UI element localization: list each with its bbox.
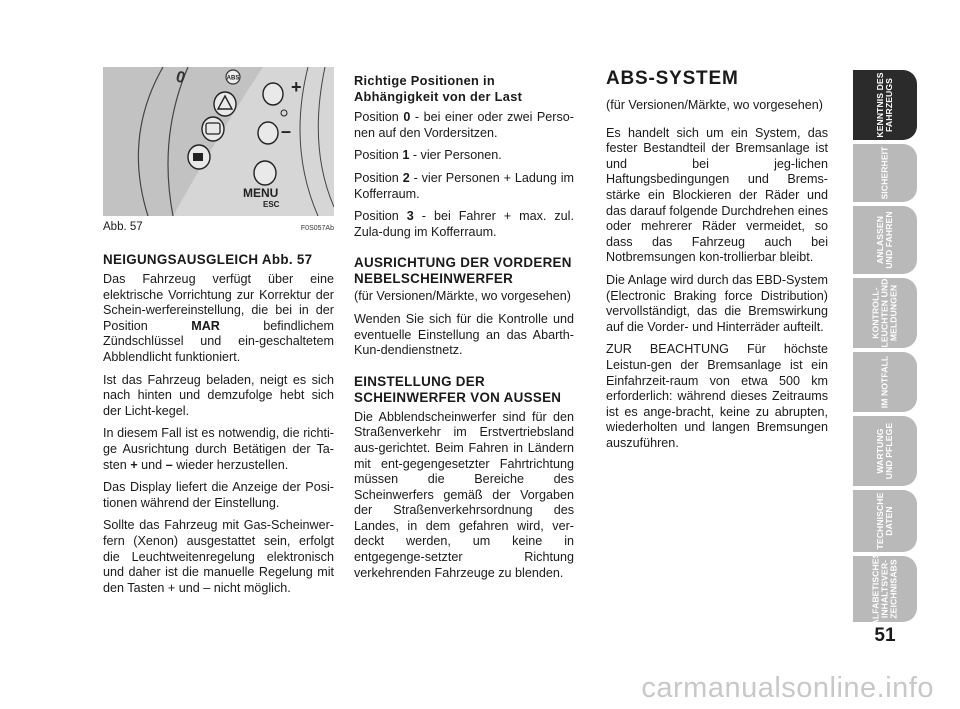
heading-neigungsausgleich: NEIGUNGSAUSGLEICH Abb. 57 xyxy=(103,252,313,267)
heading-nebelscheinwerfer: AUSRICHTUNG DER VORDEREN NEBELSCHEINWERFER xyxy=(354,255,572,287)
abs-subtitle: (für Versionen/Märkte, wo vorgesehen) xyxy=(606,98,823,112)
col1-paragraph-1: Das Fahrzeug verfügt über eine elektrische Vorrichtung zur Korrektur der Schein-werfereinstellung, die bei in der Position MAR befindlichem Zündschlüssel und ein-geschaltetem Abblendlicht funktioniert. xyxy=(103,272,334,364)
position-3: Position 3 - bei Fahrer + max. zul. Zula-dung im Kofferraum. xyxy=(354,209,574,239)
heading-scheinwerfer-aussen: EINSTELLUNG DER SCHEINWERFER VON AUSSEN xyxy=(354,373,562,405)
col2-paragraph-nebel: Wenden Sie sich für die Kontrolle und eventuelle Einstellung an das Abarth-Kun-dendienstnetz. xyxy=(354,311,574,358)
col3-paragraph-1: Es handelt sich um ein System, das fester Bestandteil der Bremsanlage ist und bei jeg-lichen Haftungsbedingungen und Brems-stärke ein Blockieren der Räder und das darauf folgende Durchdrehen eines oder mehrerer Räder vermeidet, so dass das Fahrzeug auch bei Notbremsungen kon-trollierbar bleibt. xyxy=(606,125,828,265)
esc-label: ESC xyxy=(263,200,280,209)
col2-paragraph-scheinwerfer: Die Abblendscheinwerfer sind für den Straßenverkehr im Erstvertriebsland aus-gerichtet. Beim Fahren in Ländern mit ent-gegengesetzter Fahrtrichtung müssen die Bereiche des Scheinwerfers gemäß der Vorgaben der Straßenverkehrsordnung des Landes, in dem gefahren wird, ver-deckt werden, um keine in entgegenge-setzter Richtung verkehrenden Fahrzeuge zu blenden. xyxy=(354,409,574,580)
page-number: 51 xyxy=(874,625,896,646)
column-1 xyxy=(103,252,334,603)
column-2 xyxy=(354,73,574,588)
figure-caption-label: Abb. 57 xyxy=(103,221,143,233)
position-1: Position 1 - vier Personen. xyxy=(354,148,502,163)
tab-inhaltsverzeichnis[interactable]: ALFABETISCHES INHALTSVER- ZEICHNISABS xyxy=(853,556,917,622)
dashboard-figure xyxy=(103,67,334,216)
col1-paragraph-2: Ist das Fahrzeug beladen, neigt es sich nach hinten und demzufolge hebt sich der Licht-kegel. xyxy=(103,372,334,418)
col3-paragraph-3: ZUR BEACHTUNG Für höchste Leistun-gen der Bremsanlage ist ein Einfahrzeit-raum von etwa 500 km erforderlich: während dieses Zeitraums ist es ange-bracht, keine zu abrupten, wiederholten und langen Bremsungen auszuführen. xyxy=(606,342,828,450)
col1-paragraph-4: Das Display liefert die Anzeige der Posi-tionen während der Einstellung. xyxy=(103,480,334,510)
dashboard-illustration xyxy=(103,67,334,216)
abs-system-title: ABS-SYSTEM xyxy=(606,68,739,89)
figure-code: F0S057Ab xyxy=(300,225,334,232)
tab-sicherheit[interactable]: SICHERHEIT xyxy=(853,144,917,202)
tab-kontrollleuchten[interactable]: KONTROLL- LEUCHTEN UND MELDUNGEN xyxy=(853,278,917,348)
position-0: Position 0 - bei einer oder zwei Perso-nen auf den Vordersitzen. xyxy=(354,110,574,140)
tab-anlassen-und-fahren[interactable]: ANLASSEN UND FAHREN xyxy=(853,206,917,274)
tab-wartung-und-pflege[interactable]: WARTUNG UND PFLEGE xyxy=(853,416,917,486)
tab-technische-daten[interactable]: TECHNISCHE DATEN xyxy=(853,490,917,552)
svg-text:0: 0 xyxy=(173,68,187,88)
minus-label: – xyxy=(281,121,292,141)
nebel-subtitle: (für Versionen/Märkte, wo vorgesehen) xyxy=(354,289,571,304)
position-2: Position 2 - vier Personen + Ladung im Kofferraum. xyxy=(354,170,574,201)
plus-label: + xyxy=(291,77,302,97)
column-3 xyxy=(606,68,828,458)
abs-label: ABS xyxy=(226,75,240,82)
col1-paragraph-5: Sollte das Fahrzeug mit Gas-Scheinwer-fern (Xenon) ausgestattet sein, erfolgt die Leuchtweitenregelung elektronisch und daher ist die manuelle Regelung mit den Tasten + und – nicht möglich. xyxy=(103,518,334,595)
figure-caption xyxy=(103,220,334,234)
heading-positionen: Richtige Positionen in Abhängigkeit von der Last xyxy=(354,73,523,104)
col1-paragraph-3: In diesem Fall ist es notwendig, die richti-ge Ausrichtung durch Betätigen der Ta-sten + und – wieder herzustellen. xyxy=(103,426,334,472)
tab-kenntnis-des-fahrzeugs[interactable]: KENNTNIS DES FAHRZEUGS xyxy=(853,70,917,140)
tab-im-notfall[interactable]: IM NOTFALL xyxy=(853,352,917,412)
menu-label: MENU xyxy=(243,186,279,200)
col3-paragraph-2: Die Anlage wird durch das EBD-System (Electronic Braking force Distribution) vervollständigt, das die Bremswirkung auf die Vorder- und Hinterräder aufteilt. xyxy=(606,272,828,334)
watermark: carmanualsonline.info xyxy=(641,672,934,704)
